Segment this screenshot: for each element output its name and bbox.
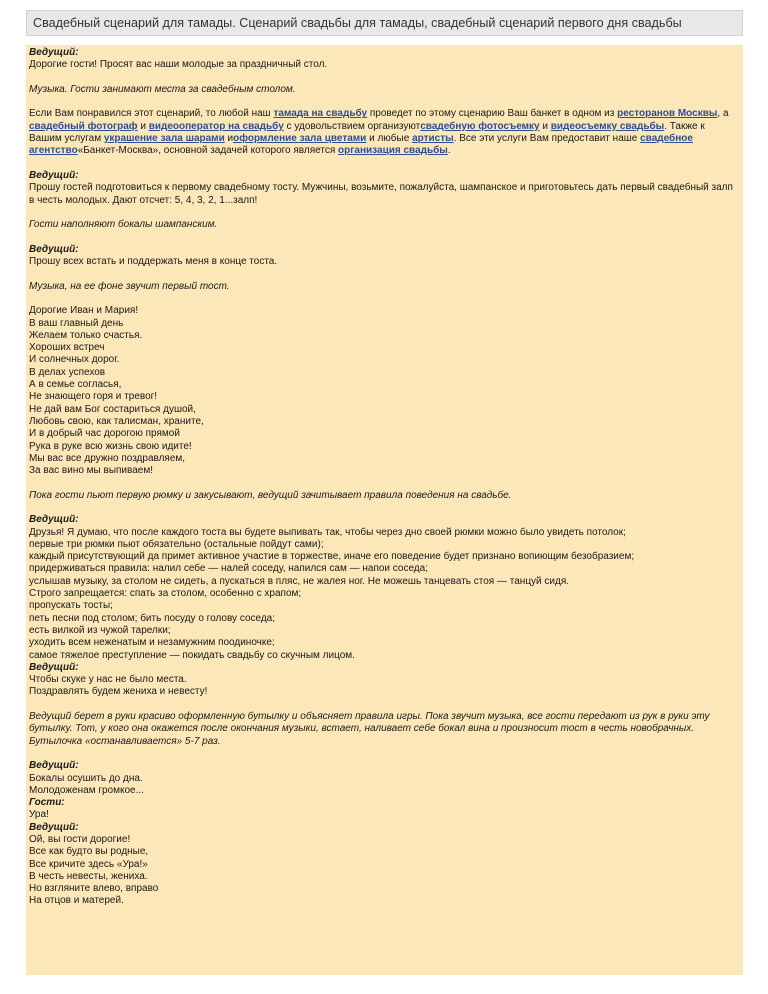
script-panel — [26, 45, 743, 975]
rule-line: Строго запрещается: спать за столом, особенно с храпом; — [29, 588, 302, 600]
speaker-label: Ведущий: — [29, 169, 79, 181]
stage-direction: Музыка, на ее фоне звучит первый тост. — [29, 280, 230, 292]
rules-block — [29, 514, 740, 698]
link-videographer[interactable]: видеооператор на свадьбу — [148, 120, 284, 132]
text-line: Но взгляните влево, вправо — [29, 883, 159, 895]
text-line: Прошу гостей подготовиться к первому свадебному тосту. Мужчины, возьмите, пожалуйста, шампанское и приготовьтесь дать первый свадебный залп в честь молодых. Дают отсчет: 5, 4, 3, 2, 1...залп! — [29, 182, 733, 206]
text-line: В честь невесты, жениха. — [29, 870, 148, 882]
stage-direction: Музыка. Гости занимают места за свадебным столом. — [29, 83, 296, 95]
speaker-label: Ведущий: — [29, 243, 79, 255]
poem-line: Хороших встреч — [29, 342, 105, 354]
rule-line: услышав музыку, за столом не сидеть, а пускаться в пляс, не жалея ног. Не можешь танцевать стоя — танцуй сидя. — [29, 575, 570, 587]
stage-direction: Ведущий берет в руки красиво оформленную бутылку и объясняет правила игры. Пока звучит музыка, все гости передают из рук в руки эту бутылку. Тот, у кого она окажется после окончания музыки, встает, наливает себе бокал вина и произносит тост в честь новобрачных. Бутылочка «останавливается» 5-7 раз. — [29, 711, 710, 747]
toast2-block — [29, 244, 740, 269]
stage-direction: Пока гости пьют первую рюмку и закусывают, ведущий зачитывает правила поведения на свадьбе. — [29, 489, 512, 501]
text-line: Поздравлять будем жениха и невесту! — [29, 686, 208, 698]
poem-line: И солнечных дорог. — [29, 354, 120, 366]
toast1-block — [29, 170, 740, 207]
page-title: Свадебный сценарий для тамады. Сценарий свадьбы для тамады, свадебный сценарий первого дня свадьбы — [26, 10, 743, 36]
poem-line: Желаем только счастья. — [29, 329, 143, 341]
link-flowers[interactable]: оформление зала цветами — [233, 133, 367, 145]
poem-line: За вас вино мы выпиваем! — [29, 465, 153, 477]
link-video-shoot[interactable]: видеосъемку свадьбы — [550, 120, 665, 132]
rule-line: Друзья! Я думаю, что после каждого тоста вы будете выпивать так, чтобы через дно своей рюмки можно было увидеть потолок; — [29, 526, 626, 538]
final-block — [29, 760, 740, 908]
rule-line: каждый присутствующий да примет активное участие в торжестве, иначе его поведение будет признано вопиющим безобразием; — [29, 551, 635, 563]
poem-line: Мы вас все дружно поздравляем, — [29, 452, 186, 464]
text-line: Все как будто вы родные, — [29, 846, 149, 858]
link-tamada[interactable]: тамада на свадьбу — [273, 108, 368, 120]
link-agency[interactable]: свадебное агентство — [29, 133, 693, 157]
speaker-label: Ведущий: — [29, 821, 79, 833]
speaker-label: Ведущий: — [29, 760, 79, 772]
speaker-label: Гости: — [29, 797, 65, 809]
text-line: На отцов и матерей. — [29, 895, 124, 907]
rule-line: самое тяжелое преступление — покидать свадьбу со скучным лицом. — [29, 649, 355, 661]
text-line: Чтобы скуке у нас не было места. — [29, 674, 187, 686]
poem-line: В делах успехов — [29, 366, 106, 378]
speaker-label: Ведущий: — [29, 661, 79, 673]
text-line: Дорогие гости! Просят вас наши молодые за праздничный стол. — [29, 59, 328, 71]
link-photographer[interactable]: свадебный фотограф — [29, 120, 138, 132]
rule-line: пропускать тосты; — [29, 600, 113, 612]
poem-line: И в добрый час дорогою прямой — [29, 428, 180, 440]
ad-paragraph: Если Вам понравился этот сценарий, то любой наш тамада на свадьбу проведет по этому сценарию Ваш банкет в одном из ресторанов Москвы, а свадебный фотограф и видеооператор на свадьбу с удовольствием организуютсвадебную фотосъемку и видеосъемку свадьбы. Также к Вашим услугам украшение зала шарами иоформление зала цветами и любые артисты. Все эти услуги Вам предоставит наше свадебное агентство«Банкет-Москва», основной задачей которого является организация свадьбы. — [29, 108, 729, 157]
intro-block — [29, 47, 740, 72]
link-organization[interactable]: организация свадьбы — [338, 145, 448, 157]
text-line: Ой, вы гости дорогие! — [29, 834, 131, 845]
rule-line: придерживаться правила: налил себе — налей соседу, напился сам — напои соседа; — [29, 563, 428, 575]
rule-line: первые три рюмки пьют обязательно (остальные пойдут сами); — [29, 538, 324, 550]
text-line: Ура! — [29, 809, 49, 821]
poem-line: Не дай вам Бог состариться душой, — [29, 403, 196, 415]
poem-line: А в семье согласья, — [29, 379, 122, 391]
poem-line: Дорогие Иван и Мария! — [29, 305, 139, 317]
rule-line: уходить всем неженатым и незамужним поодиночке; — [29, 637, 275, 649]
poem-line: Любовь свою, как талисман, храните, — [29, 415, 204, 427]
link-restaurants[interactable]: ресторанов Москвы — [617, 108, 718, 120]
text-line: Молодоженам громкое... — [29, 784, 144, 796]
rule-line: петь песни под столом; бить посуду о голову соседа; — [29, 612, 276, 624]
link-balloons[interactable]: украшение зала шарами — [103, 133, 225, 145]
poem-line: Не знающего горя и тревог! — [29, 391, 158, 403]
rule-line: есть вилкой из чужой тарелки; — [29, 624, 171, 636]
text-line: Все кричите здесь «Ура!» — [29, 858, 148, 870]
text-line: Прошу всех встать и поддержать меня в конце тоста. — [29, 256, 278, 268]
poem — [29, 305, 740, 477]
link-photo-shoot[interactable]: свадебную фотосъемку — [420, 120, 540, 132]
stage-direction: Гости наполняют бокалы шампанским. — [29, 219, 218, 231]
speaker-label: Ведущий: — [29, 47, 79, 58]
speaker-label: Ведущий: — [29, 514, 79, 526]
poem-line: В ваш главный день — [29, 317, 124, 329]
link-artists[interactable]: артисты — [412, 133, 454, 145]
poem-line: Рука в руке всю жизнь свою идите! — [29, 440, 192, 452]
text-line: Бокалы осушить до дна. — [29, 772, 143, 784]
